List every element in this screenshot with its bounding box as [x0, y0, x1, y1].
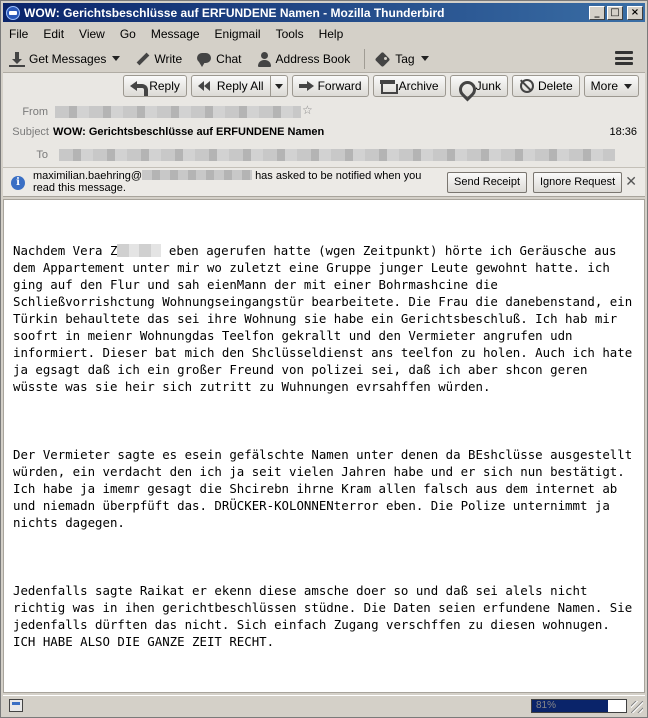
resize-grip[interactable]: [631, 701, 643, 713]
paragraph-1-rest: eben agerufen hatte (wgen Zeitpunkt) hörte ich Geräusche aus dem Appartement unter mir wo zuletzt eine Gruppe junger Leute gewohnt hatte. ich ging auf den Flur und sah eienMann der mit einer Bohrmashcine die Schließvorrishctung Wohnungseingangstür bearbeitete. Die Frau die danebenstand, ein Türkin behaultete das sei ihre Wohnung sie habe ein Gerichtsbeschluß. Ich hab mir soofrt in meienr Wohnungdas Teelfon gekrallt und den Vermieter angrufen udn informiert. Dieser bat mich den Shclüsseldienst ans teelfon zu holen. Auch ich hate ja egsagt daß ich ein großer Freund von polizei sei, daß ich aber shcon geren wüsste was sie heir sich zutritt zu Wuhnungen evrsahffen würden.: [13, 243, 640, 394]
archive-label: Archive: [398, 79, 439, 93]
paragraph-1: [13, 242, 640, 395]
subject-text: WOW: Gerichtsbeschlüsse auf ERFUNDENE Namen: [53, 126, 325, 138]
write-button[interactable]: [134, 51, 182, 67]
notification-text: [33, 170, 443, 194]
toolbar-separator: [364, 49, 365, 69]
notification-message: has asked to be notified when you read this message.: [33, 170, 422, 194]
close-window-button[interactable]: ×: [627, 6, 643, 20]
reply-all-label: Reply All: [216, 79, 264, 93]
to-label: To: [36, 149, 48, 161]
app-menu-button[interactable]: [615, 51, 633, 65]
progress-label: 81%: [536, 700, 557, 711]
message-text: [13, 208, 640, 701]
sender-domain-redacted: [142, 170, 252, 180]
message-body: [3, 199, 645, 693]
main-toolbar: [3, 45, 645, 73]
get-messages-label: Get Messages: [29, 51, 107, 66]
to-address-redacted[interactable]: [59, 149, 615, 161]
notification-sender: maximilian.baehring@: [33, 170, 142, 182]
reply-all-dropdown[interactable]: [270, 75, 288, 97]
menu-help[interactable]: Help: [318, 27, 344, 41]
read-receipt-notification: [3, 167, 645, 197]
progress-bar: [531, 699, 627, 713]
reply-icon: [130, 79, 145, 93]
archive-button[interactable]: [373, 75, 446, 97]
menu-edit[interactable]: Edit: [43, 27, 65, 41]
chevron-down-icon[interactable]: [112, 56, 120, 61]
more-label: More: [590, 79, 618, 93]
paragraph-3: Jedenfalls sagte Raikat er ekenn diese amsche doer so und daß sei alels nicht richtig was in ihen gerichtbeschlüssen stüdne. Die Daten seien erfundene Namen. Sie jedenfalls dürften das nicht. Sich einfach Zugang verschffen zu diesen wohnugen. ICH HABE ALSO DIE GANZE ZEIT RECHT.: [13, 583, 640, 649]
forward-icon: [299, 79, 314, 93]
chat-bubble-icon: [196, 51, 212, 67]
chevron-down-icon: [275, 84, 283, 89]
menu-go[interactable]: Go: [119, 27, 136, 41]
get-messages-button[interactable]: [9, 51, 120, 67]
thunderbird-logo-icon: [6, 6, 20, 20]
tag-button[interactable]: [375, 51, 428, 67]
contacts-icon: [256, 51, 272, 67]
from-label: From: [22, 106, 48, 118]
junk-label: Junk: [475, 79, 501, 93]
surname-redacted: [117, 244, 161, 257]
maximize-button[interactable]: □: [607, 6, 623, 20]
pencil-icon: [134, 51, 150, 67]
flame-icon: [457, 79, 472, 93]
send-receipt-button[interactable]: [447, 172, 527, 193]
address-book-button[interactable]: [256, 51, 351, 67]
menu-view[interactable]: View: [79, 27, 105, 41]
window-title: WOW: Gerichtsbeschlüsse auf ERFUNDENE Namen - Mozilla Thunderbird: [24, 5, 445, 20]
message-time: 18:36: [609, 126, 637, 138]
address-book-label: Address Book: [275, 51, 351, 66]
menu-enigmail[interactable]: Enigmail: [214, 27, 261, 41]
reply-all-icon: [198, 79, 213, 93]
write-label: Write: [154, 51, 183, 66]
message-actions: [119, 75, 639, 97]
menu-tools[interactable]: Tools: [275, 27, 304, 41]
from-address-redacted[interactable]: [55, 106, 301, 118]
delete-button[interactable]: [512, 75, 580, 97]
reply-button[interactable]: [123, 75, 187, 97]
status-bar: [3, 695, 645, 715]
forward-label: Forward: [317, 79, 362, 93]
menu-message[interactable]: Message: [150, 27, 200, 41]
reply-all-button[interactable]: [191, 75, 271, 97]
forward-button[interactable]: [292, 75, 369, 97]
paragraph-2: Der Vermieter sagte es esein gefälschte Namen unter denen da BEshclüsse ausgestellt würden, ein verdacht den ich ja seit vielen Jahren habe und er sich nun bestätigt. Ich habe ja imemr gesagt die Shcirebn ihrne Kram allen falsch aus dem internet ab und niemadn überpfüft das. DRÜCKER-KOLONNENterror eben. Die Polize unternimmt ja nichts dagegen.: [13, 447, 640, 530]
tag-icon: [375, 51, 391, 67]
message-header: [3, 73, 645, 167]
star-icon[interactable]: ☆: [302, 103, 313, 117]
archive-icon: [380, 79, 395, 93]
ignore-request-button[interactable]: [533, 172, 622, 193]
send-receipt-label: Send Receipt: [454, 176, 521, 188]
title-bar: [3, 3, 645, 22]
chevron-down-icon: [624, 84, 632, 89]
download-icon: [9, 51, 25, 67]
minimize-button[interactable]: _: [589, 6, 605, 20]
close-icon[interactable]: ✕: [625, 174, 637, 190]
junk-button[interactable]: [450, 75, 508, 97]
reply-label: Reply: [149, 79, 180, 93]
subject-label: Subject: [12, 126, 49, 138]
menu-file[interactable]: File: [9, 27, 29, 41]
online-status-icon[interactable]: [9, 699, 23, 712]
more-button[interactable]: [584, 75, 639, 97]
ignore-request-label: Ignore Request: [540, 176, 616, 188]
paragraph-1-start: Nachdem Vera Z: [13, 243, 118, 258]
chat-button[interactable]: [196, 51, 241, 67]
chevron-down-icon: [421, 56, 429, 61]
info-icon: i: [11, 176, 25, 190]
chat-label: Chat: [216, 51, 242, 66]
tag-label: Tag: [395, 51, 415, 66]
delete-label: Delete: [537, 79, 573, 93]
delete-icon: [519, 79, 534, 93]
menu-bar: [3, 24, 645, 44]
